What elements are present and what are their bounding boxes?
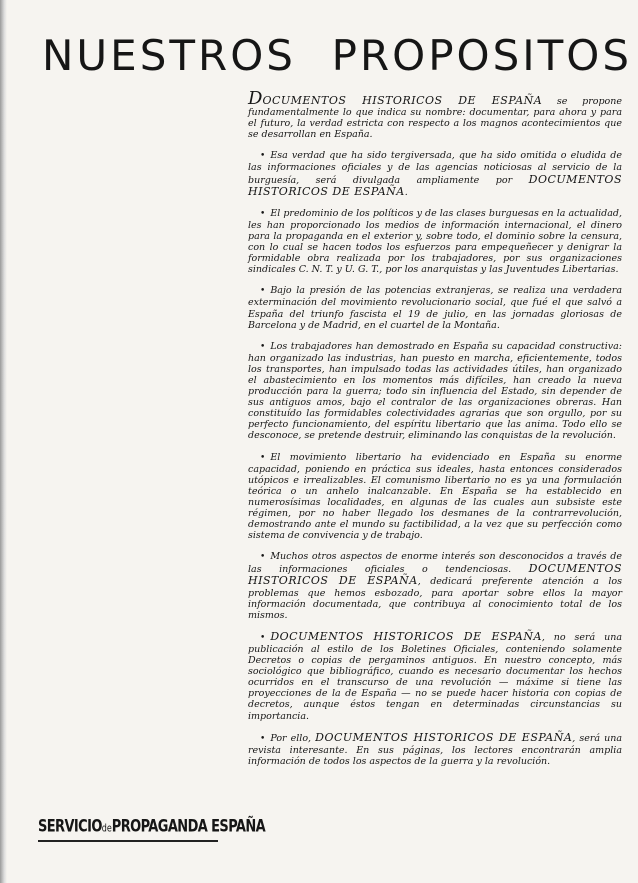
paragraph-emphasis: DOCUMENTOS HISTORICOS DE ESPAÑA xyxy=(248,172,622,198)
paragraph-text: Por ello, xyxy=(270,732,316,744)
paragraph-3 xyxy=(248,208,622,276)
bullet-icon: • xyxy=(260,151,266,162)
paragraph-lead: OCUMENTOS HISTORICOS DE ESPAÑA xyxy=(262,94,543,107)
paragraph-tail: , dedicará preferente atención a los problemas que hemos esbozado, para aportar sobre ellos la mayor información documentada, que contribuya al conocimiento total de los mismos. xyxy=(248,576,622,621)
paragraph-2 xyxy=(248,150,622,197)
paragraph-1 xyxy=(248,88,623,141)
paragraph-7 xyxy=(248,551,622,621)
paragraph-4 xyxy=(248,285,622,330)
paragraph-emphasis: DOCUMENTOS HISTORICOS DE ESPAÑA xyxy=(315,730,573,744)
drop-cap: D xyxy=(248,88,263,109)
paragraph-emphasis: DOCUMENTOS HISTORICOS DE ESPAÑA xyxy=(248,562,622,588)
page-edge xyxy=(0,0,7,883)
bullet-icon: • xyxy=(260,286,266,297)
logo-underline xyxy=(38,840,218,842)
article-column xyxy=(248,88,623,777)
paragraph-text: Esa verdad que ha sido tergiversada, que ha sido omitida o eludida de las informaciones oficiales y de las agencias noticiosas al servicio de la burguesía, será divulgada ampliamente por xyxy=(248,150,622,186)
paragraph-text: Bajo la presión de las potencias extranjeras, se realiza una verdadera exterminación del movimiento revolucionario social, que fué el que salvó a España del triunfo fascista el 19 de julio, en las jornadas gloriosas de Barcelona y de Madrid, en el cuartel de la Montaña. xyxy=(248,285,622,331)
paragraph-text: se propone fundamentalmente lo que indica su nombre: documentar, para ahora y para el futuro, la verdad estricta con respecto a los magnos acontecimientos que se desarrollan en España. xyxy=(248,96,623,141)
bullet-icon: • xyxy=(260,452,266,463)
paragraph-emphasis: DOCUMENTOS HISTORICOS DE ESPAÑA xyxy=(270,629,542,643)
paragraph-9 xyxy=(248,732,622,767)
logo-part-3: PROPAGANDA ESPAÑA xyxy=(111,817,266,837)
title-word-2: PROPOSITOS xyxy=(331,31,632,80)
bullet-icon: • xyxy=(260,552,266,563)
logo-part-1: SERVICIO xyxy=(38,817,102,837)
page-title xyxy=(42,28,632,84)
logo-part-2: de xyxy=(101,822,112,834)
paragraph-tail: , será una revista interesante. En sus páginas, los lectores encontrarán amplia información de todos los aspectos de la guerra y la revolución. xyxy=(248,732,622,767)
paragraph-6 xyxy=(248,452,622,542)
paragraph-tail: , no será una publicación al estilo de los Boletines Oficiales, conteniendo solamente Decretos o copias de pergaminos antiguos. En nuestro concepto, más sociológico que bibliográfico, cuando es necesario documentar los hechos ocurridos en el transcurso de una revolución — máxime si tiene las proyecciones de la de España — no se puede hacer historia con copias de decretos, aunque éstos tengan en determinadas circunstancias su importancia. xyxy=(248,631,622,722)
publisher-logo xyxy=(38,817,265,839)
bullet-icon: • xyxy=(260,632,266,643)
paragraph-text: El predominio de los políticos y de las clases burguesas en la actualidad, les han proporcionado los medios de información internacional, el dinero para la propaganda en el exterior y, sobre todo, el dominio sobre la censura, con lo cual se hacen todos los esfuerzos para empequeñecer y denigrar la formidable obra realizada por los trabajadores, por sus organizaciones sindicales C. N. T. y U. G. T., por los anarquistas y las Juventudes Libertarias. xyxy=(248,207,622,276)
paragraph-tail: . xyxy=(404,186,408,198)
paragraph-text: Muchos otros aspectos de enorme interés son desconocidos a través de las informaciones oficiales o tendenciosas. xyxy=(248,551,622,576)
paragraph-text: El movimiento libertario ha evidenciado en España su enorme capacidad, poniendo en práctica sus ideales, hasta entonces considerados utópicos e irrealizables. El comunismo libertario no es ya una formulación teórica o un anhelo inalcanzable. En España se ha establecido en numerosísimas localidades, en algunas de las cuales aun subsiste este régimen, por no haber llegado los desmanes de la contrarrevolución, demostrando ante el mundo su factibilidad, a la vez que su perfección como sistema de convivencia y de trabajo. xyxy=(248,451,622,542)
title-word-1: NUESTROS xyxy=(42,31,296,80)
bullet-icon: • xyxy=(260,341,266,352)
paragraph-8 xyxy=(248,631,622,722)
bullet-icon: • xyxy=(260,208,266,219)
paragraph-text: Los trabajadores han demostrado en España su capacidad constructiva: han organizado las industrias, han puesto en marcha, eficientemente, todos los transportes, han impulsado todas las actividades útiles, han organizado el abastecimiento en los momentos más difíciles, han creado la nueva producción para la guerra; todo sin influencia del Estado, sin depender de sus antiguos amos, bajo el contralor de las organizaciones obreras. Han constituído las formidables colectividades agrarias que son orgullo, por su perfecto funcionamiento, del espíritu libertario que las anima. Todo ello se desconoce, se pretende destruir, eliminando las conquistas de la revolución. xyxy=(248,340,622,442)
bullet-icon: • xyxy=(260,733,266,744)
paragraph-5 xyxy=(248,341,622,442)
